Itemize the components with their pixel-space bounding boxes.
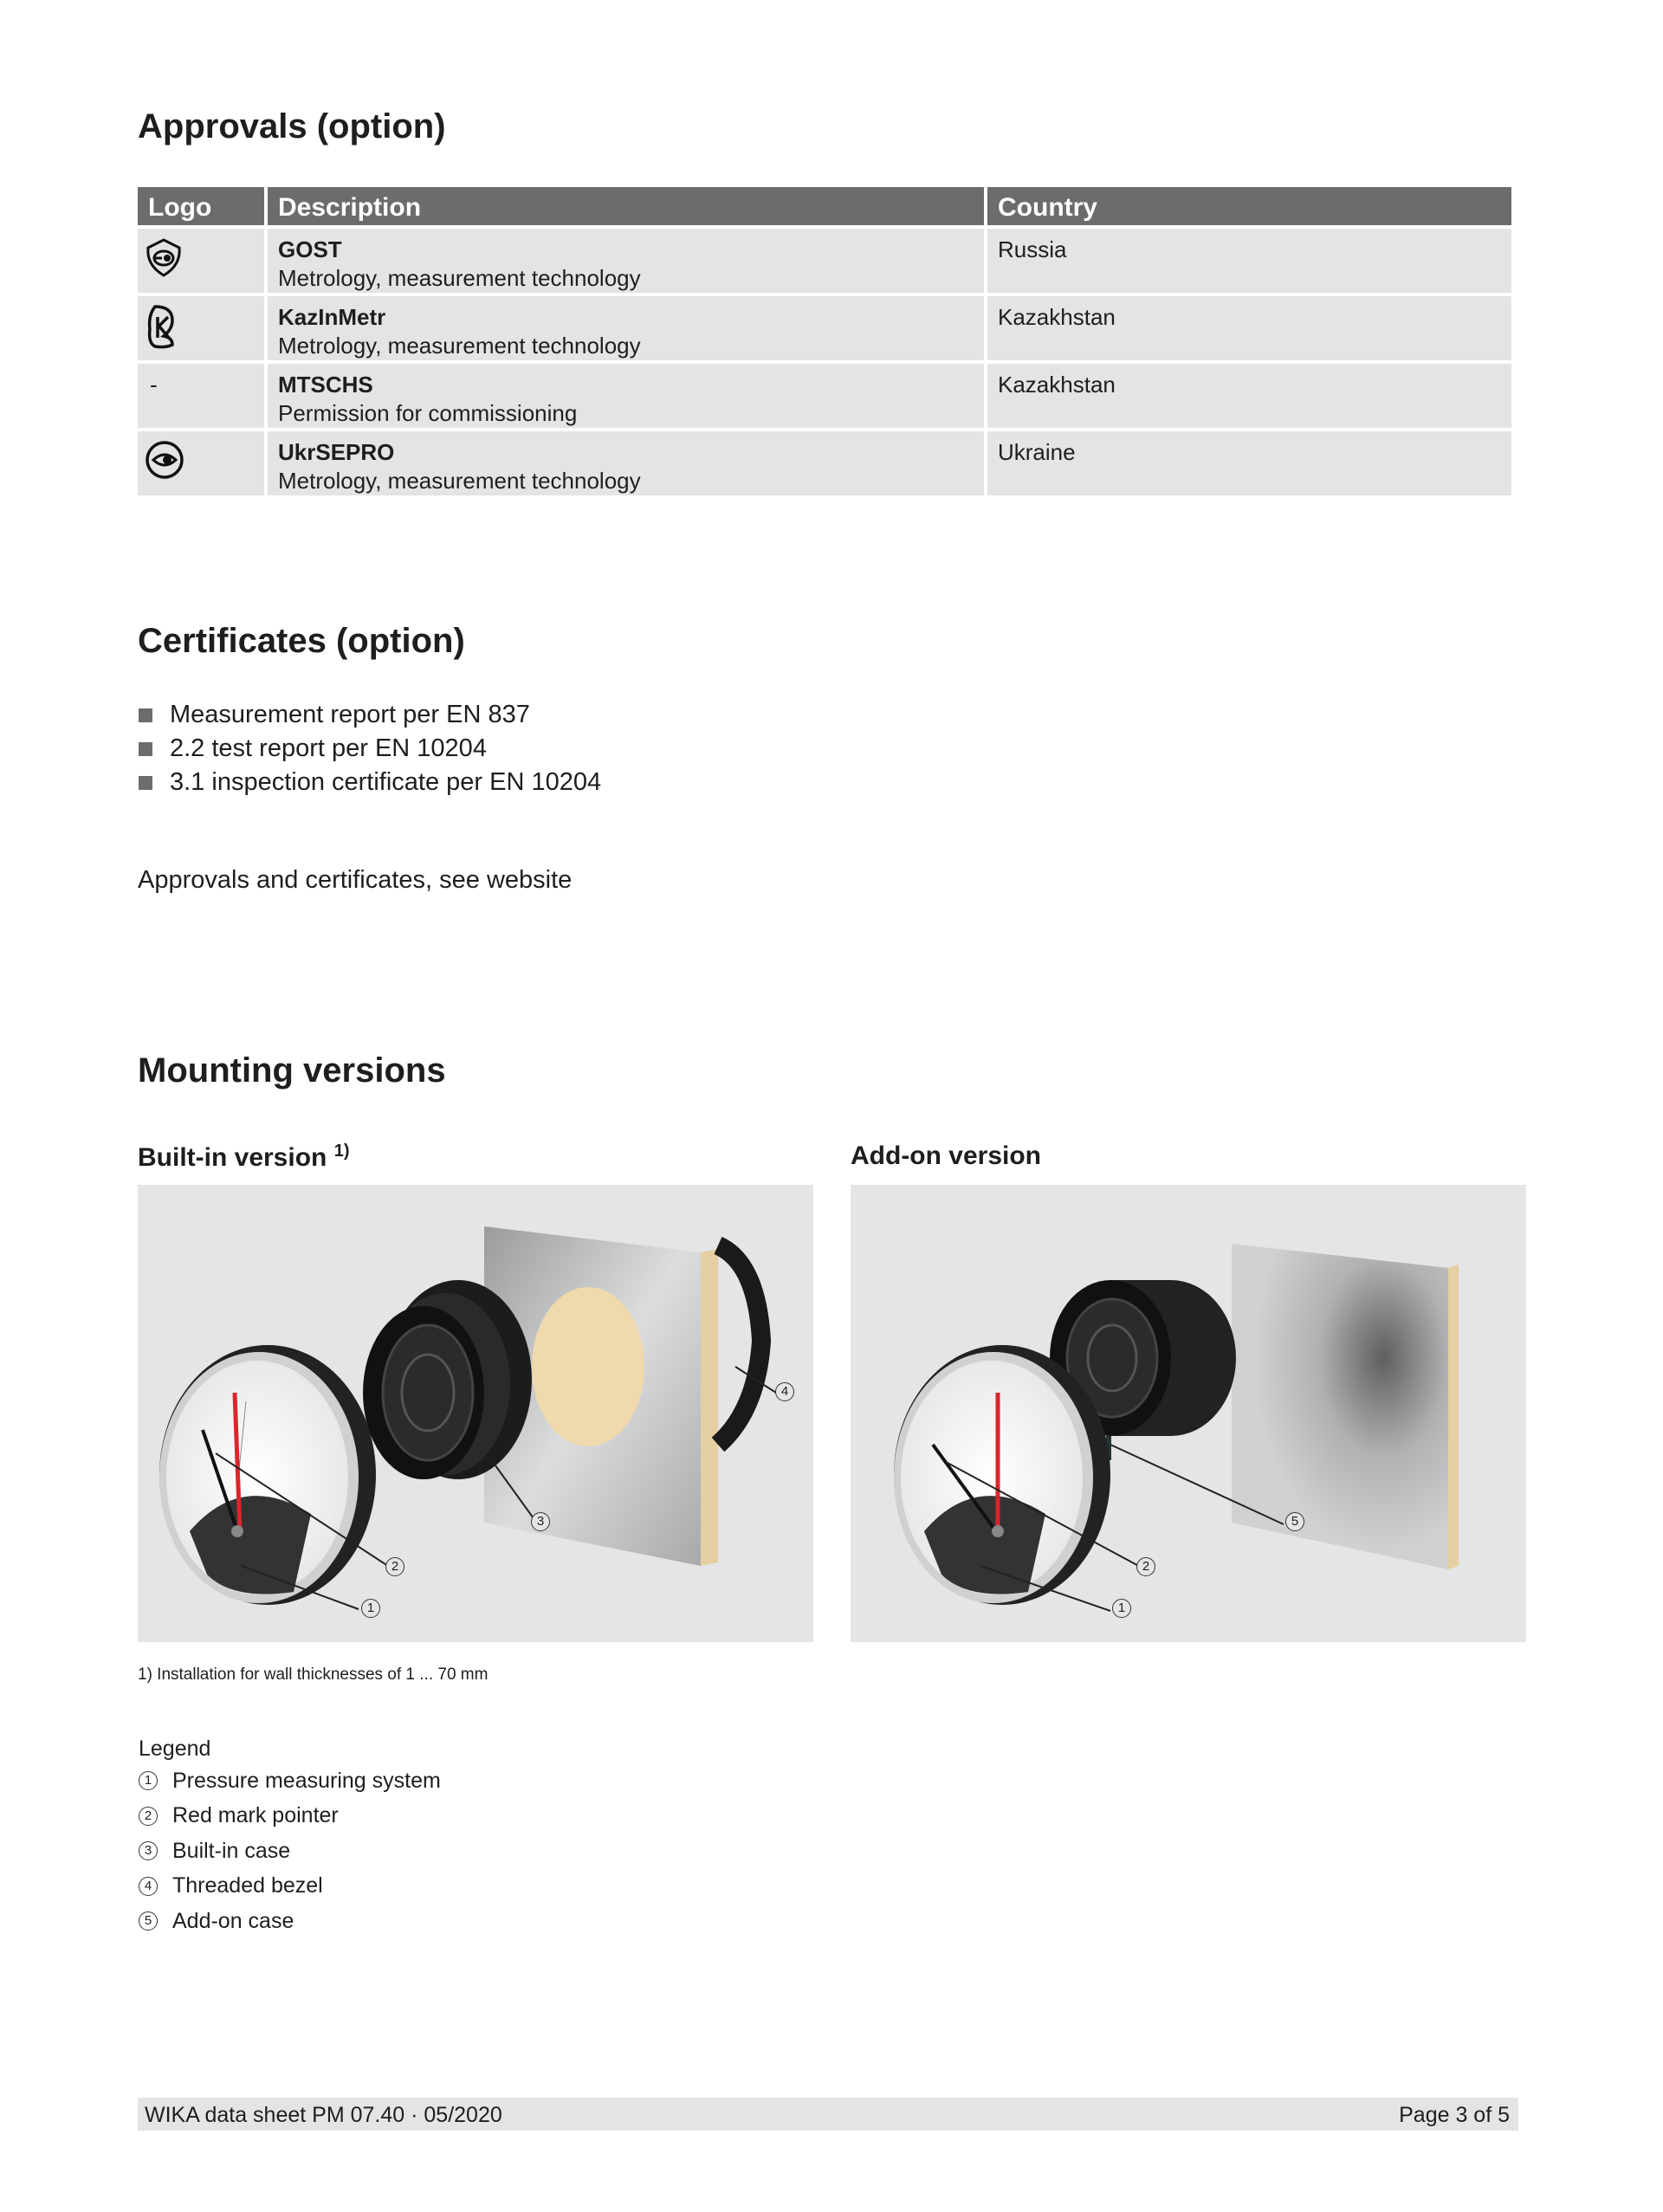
approval-name: KazInMetr [278, 304, 386, 330]
legend-item [139, 1834, 441, 1869]
approval-name: UkrSEPRO [278, 439, 395, 465]
gost-icon [143, 236, 184, 279]
legend-label: Threaded bezel [172, 1873, 323, 1898]
description-cell [268, 364, 984, 428]
callout-2: 2 [1136, 1557, 1155, 1576]
page-footer [138, 2098, 1518, 2131]
description-cell [268, 229, 984, 293]
approvals-table [134, 184, 1515, 499]
certificates-list [139, 698, 601, 799]
table-row [138, 296, 1511, 360]
bullet-icon [139, 742, 152, 756]
list-item-text: Measurement report per EN 837 [170, 701, 530, 728]
footer-page-number: Page 3 of 5 [1399, 2103, 1510, 2127]
legend-item [139, 1869, 441, 1905]
logo-cell [138, 296, 264, 360]
table-header-row [138, 187, 1511, 225]
legend-number: 4 [139, 1877, 158, 1896]
kazinmetr-icon [143, 303, 184, 350]
footnote-marker: 1) [333, 1142, 350, 1161]
legend-number: 3 [139, 1841, 158, 1860]
bullet-icon [139, 776, 152, 790]
list-item-text: 3.1 inspection certificate per EN 10204 [170, 768, 602, 796]
addon-version-label: Add-on version [851, 1142, 1042, 1170]
addon-version-image [851, 1185, 1526, 1642]
builtin-version-text: Built-in version [138, 1143, 327, 1172]
callout-2: 2 [385, 1557, 404, 1576]
approval-name: MTSCHS [278, 372, 373, 398]
logo-cell: - [138, 364, 264, 428]
callout-3: 3 [531, 1512, 550, 1531]
country-cell: Russia [987, 229, 1511, 293]
certificates-heading: Certificates (option) [138, 622, 465, 660]
legend-number: 1 [139, 1771, 158, 1790]
footnote: 1) Installation for wall thicknesses of 1 ... 70 mm [138, 1665, 489, 1684]
column-header-description: Description [268, 187, 984, 225]
column-header-logo: Logo [138, 187, 264, 225]
ukrsepro-icon [143, 438, 186, 482]
builtin-version-label [138, 1142, 350, 1173]
approval-name: GOST [278, 236, 342, 262]
table-row [138, 229, 1511, 293]
table-row [138, 364, 1511, 428]
legend-title: Legend [139, 1737, 211, 1761]
footer-document-id: WIKA data sheet PM 07.40 · 05/2020 [145, 2103, 502, 2127]
mounting-heading: Mounting versions [138, 1051, 446, 1090]
approval-description: Metrology, measurement technology [278, 333, 641, 359]
addon-illustration [851, 1185, 1526, 1642]
legend-label: Add-on case [172, 1908, 294, 1933]
description-cell [268, 431, 984, 495]
list-item [139, 732, 601, 766]
legend-label: Pressure measuring system [172, 1768, 441, 1793]
approval-description: Permission for commissioning [278, 400, 578, 426]
column-header-country: Country [987, 187, 1511, 225]
callout-4: 4 [775, 1382, 794, 1401]
builtin-illustration [138, 1185, 813, 1642]
legend-number: 2 [139, 1807, 158, 1826]
legend-number: 5 [139, 1911, 158, 1931]
legend-label: Built-in case [172, 1838, 291, 1863]
bullet-icon [139, 708, 152, 722]
table-row [138, 431, 1511, 495]
logo-cell [138, 229, 264, 293]
approval-description: Metrology, measurement technology [278, 265, 641, 291]
country-cell: Kazakhstan [987, 296, 1511, 360]
list-item [139, 766, 601, 799]
callout-1: 1 [361, 1599, 380, 1618]
approvals-note: Approvals and certificates, see website [138, 866, 573, 894]
callout-1: 1 [1112, 1599, 1131, 1618]
legend-item [139, 1763, 441, 1799]
list-item [139, 698, 601, 732]
legend [139, 1734, 441, 1939]
description-cell [268, 296, 984, 360]
callout-5: 5 [1285, 1512, 1304, 1531]
country-cell: Ukraine [987, 431, 1511, 495]
approvals-heading: Approvals (option) [138, 107, 446, 146]
logo-cell [138, 431, 264, 495]
legend-label: Red mark pointer [172, 1803, 339, 1828]
country-cell: Kazakhstan [987, 364, 1511, 428]
builtin-version-image [138, 1185, 813, 1642]
legend-item [139, 1799, 441, 1834]
list-item-text: 2.2 test report per EN 10204 [170, 734, 487, 762]
legend-item [139, 1904, 441, 1939]
approval-description: Metrology, measurement technology [278, 468, 641, 494]
